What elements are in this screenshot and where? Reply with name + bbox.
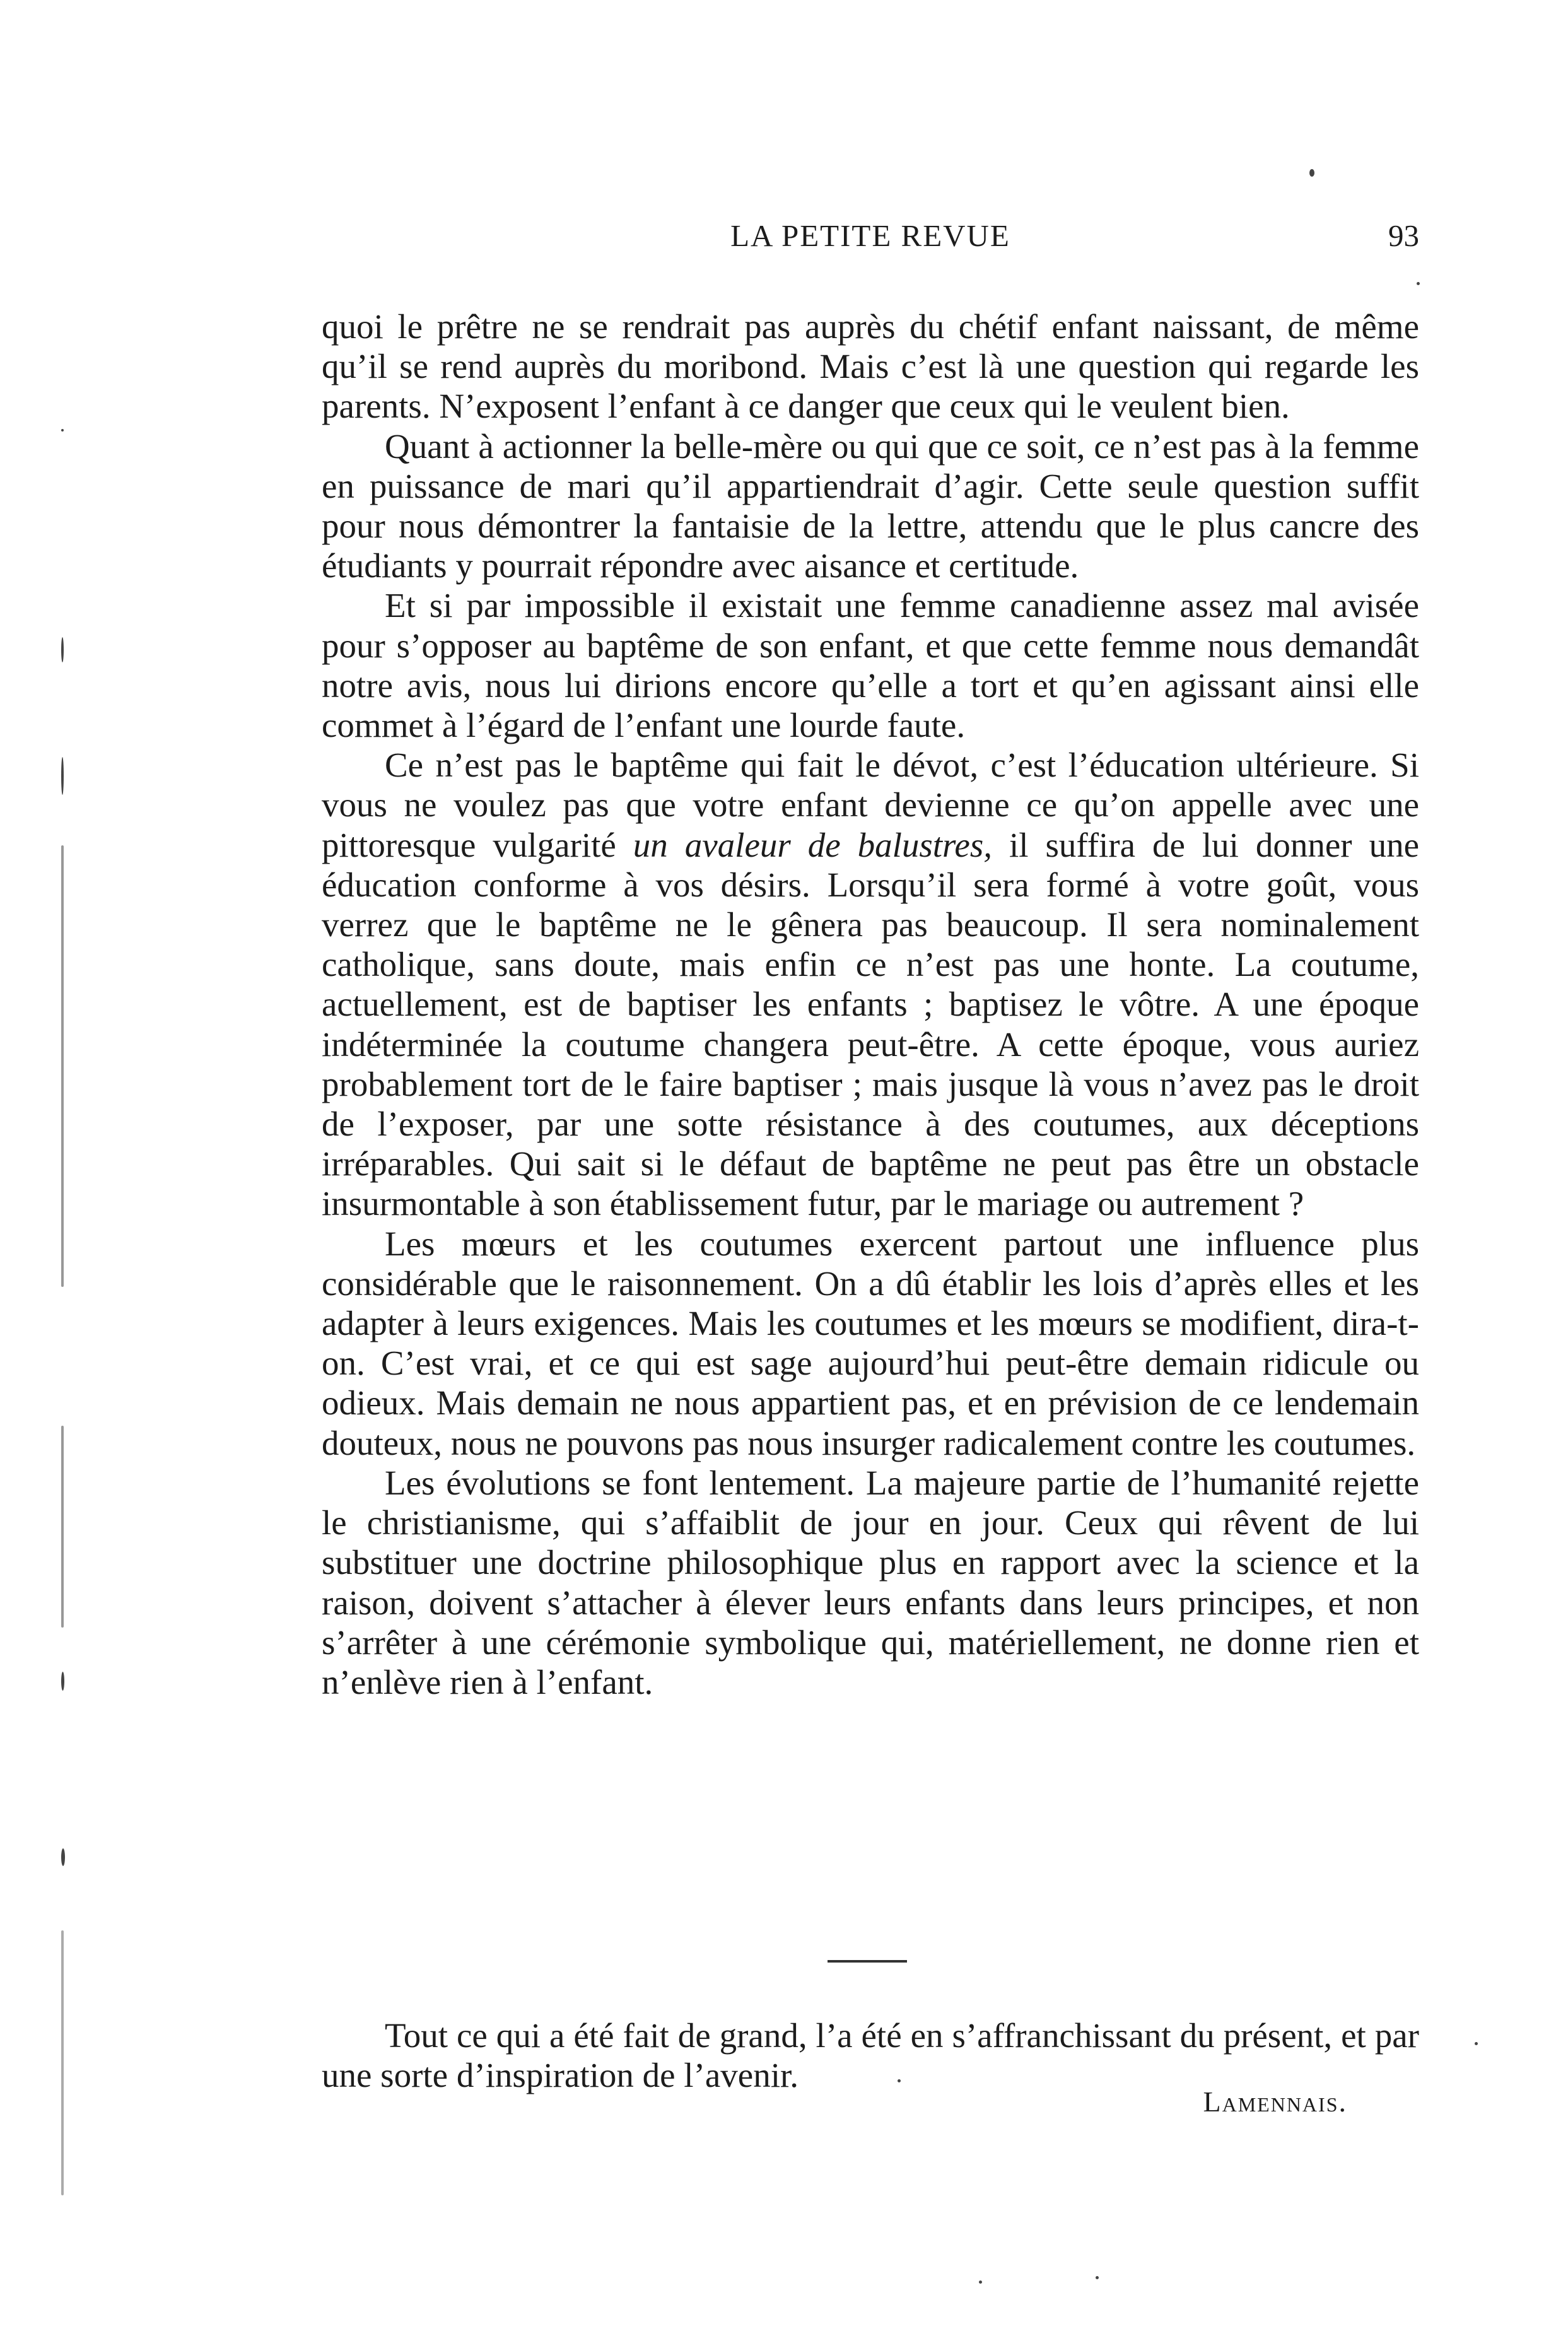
scan-speck — [61, 1848, 65, 1866]
paragraph-6: Les évolutions se font lentement. La majeure partie de l’humanité rejette le christianisme, qui s’affaiblit de jour en jour. Ceux qui rêvent de lui substituer une doctrine philosophique plus en rapport avec la science et la raison, doivent s’attacher à élever leurs enfants dans leurs principes, et non s’arrêter à une cérémonie symbolique qui, matériellement, ne donne rien et n’enlève rien à l’enfant. — [322, 1463, 1419, 1701]
scan-speck — [1417, 282, 1420, 285]
scan-speck — [1309, 169, 1314, 177]
paragraph-2: Quant à actionner la belle-mère ou qui que ce soit, ce n’est pas à la femme en puissance de mari qu’il appartiendrait d’agir. Cette seule question suffit pour nous démontrer la fantaisie de la lettre, attendu que le plus cancre des étudiants y pourrait répondre avec aisance et certitude. — [322, 426, 1419, 585]
quote-author: Lamennais. — [1203, 2086, 1347, 2118]
scan-speck — [61, 845, 64, 1287]
paragraph-4-start: Ce n’est pas le baptême qui fait le dévot, c’est l’éducation ultérieure. Si vous ne voulez pas que votre enfant devienne ce qu’on appelle avec une pittoresque vulgarité — [322, 746, 1419, 864]
running-title: LA PETITE REVUE — [730, 218, 1010, 253]
section-separator — [828, 1960, 907, 1963]
article-body — [322, 307, 1419, 1702]
scan-speck — [61, 1426, 64, 1628]
scan-speck — [61, 429, 64, 431]
paragraph-5: Les mœurs et les coutumes exercent partout une influence plus considérable que le raisonnement. On a dû établir les lois d’après elles et les adapter à leurs exigences. Mais les coutumes et les mœurs se modifient, dira-t-on. C’est vrai, et ce qui est sage aujourd’hui peut-être demain ridicule ou odieux. Mais demain ne nous appartient pas, et en prévision de ce lendemain douteux, nous ne pouvons pas nous insurger radicalement contre les coutumes. — [322, 1224, 1419, 1462]
paragraph-4 — [322, 745, 1419, 1223]
scan-speck — [898, 2079, 901, 2082]
paragraph-3: Et si par impossible il existait une femme canadienne assez mal avisée pour s’opposer au baptême de son enfant, et que cette femme nous demandât notre avis, nous lui dirions encore qu’elle a tort et qu’en agissant ainsi elle commet à l’égard de l’enfant une lourde faute. — [322, 586, 1419, 745]
scan-speck — [1475, 2042, 1478, 2045]
page-number: 93 — [1388, 218, 1419, 253]
scan-speck — [1096, 2276, 1099, 2279]
scan-speck — [61, 1672, 64, 1691]
italic-phrase: un avaleur de balustres, — [633, 825, 992, 864]
scan-speck — [61, 1930, 64, 2195]
paragraph-1: quoi le prêtre ne se rendrait pas auprès du chétif enfant naissant, de même qu’il se rend auprès du moribond. Mais c’est là une question qui regarde les parents. N’exposent l’enfant à ce danger que ceux qui le veulent bien. — [322, 307, 1419, 426]
paragraph-4-end: il suffira de lui donner une éducation conforme à vos désirs. Lorsqu’il sera formé à votre goût, vous verrez que le baptême ne le gênera pas beaucoup. Il sera nominalement catholique, sans doute, mais enfin ce n’est pas une honte. La coutume, actuellement, est de baptiser les enfants ; baptisez le vôtre. A une époque indéterminée la coutume changera peut-être. A cette époque, vous auriez probablement tort de le faire baptiser ; mais jusque là vous n’avez pas le droit de l’exposer, par une sotte résistance à des coutumes, aux déceptions irréparables. Qui sait si le défaut de baptême ne peut pas être un obstacle insurmontable à son établissement futur, par le mariage ou autrement ? — [322, 825, 1419, 1223]
scan-speck — [61, 757, 64, 795]
scan-speck — [61, 637, 64, 662]
epigraph-quote: Tout ce qui a été fait de grand, l’a été en s’affranchissant du présent, et par une sorte d’inspiration de l’avenir. — [322, 2016, 1419, 2094]
page-header — [322, 218, 1419, 262]
scan-speck — [979, 2280, 982, 2284]
